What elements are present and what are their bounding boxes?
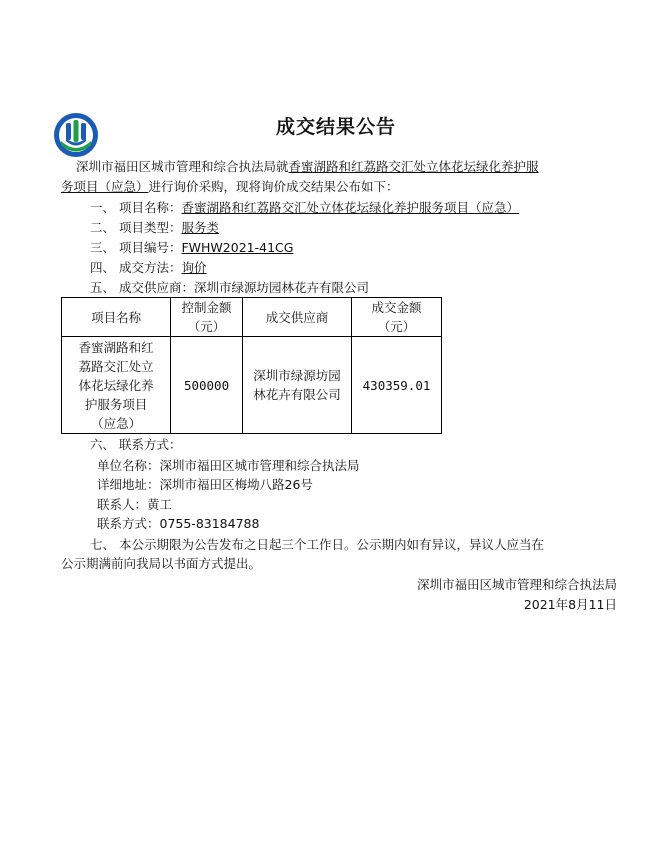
- item-label: 三、 项目编号：: [90, 240, 182, 255]
- cell-control-amount: 500000: [171, 337, 243, 434]
- intro-tail: 进行询价采购，现将询价成交结果公布如下：: [148, 179, 399, 194]
- item-value: 深圳市绿源坊园林花卉有限公司: [193, 280, 369, 295]
- table-row: [62, 337, 442, 434]
- contact-phone: 联系方式：0755-83184788: [97, 516, 260, 531]
- header-control-amount: 控制金额 （元）: [171, 298, 243, 337]
- item-project-name: [90, 200, 519, 216]
- intro-line-1: [76, 159, 539, 175]
- header-deal-amount: 成交金额 （元）: [352, 298, 442, 337]
- item-value: 询价: [181, 260, 207, 275]
- item-label: 二、 项目类型：: [90, 220, 182, 235]
- header-project-name: 项目名称: [62, 298, 171, 337]
- item-project-number: [90, 240, 293, 256]
- contact-address: 详细地址：深圳市福田区梅坳八路26号: [97, 477, 313, 492]
- signature-date: 2021年8月11日: [523, 597, 617, 612]
- intro-org: 深圳市福田区城市管理和综合执法局就: [76, 159, 289, 174]
- item-project-type: [90, 220, 219, 236]
- notice-line-2: 公示期满前向我局以书面方式提出。: [61, 556, 262, 571]
- result-table: [61, 297, 442, 434]
- notice-line-1: 七、 本公示期限为公告发布之日起三个工作日。公示期内如有异议，异议人应当在: [90, 537, 544, 552]
- item-value: 香蜜湖路和红荔路交汇处立体花坛绿化养护服务项目（应急）: [181, 200, 519, 215]
- intro-project-part2: 务项目（应急）: [61, 179, 149, 194]
- item-label: 四、 成交方法：: [90, 260, 182, 275]
- signature-org: 深圳市福田区城市管理和综合执法局: [416, 577, 617, 592]
- cell-project-name: 香蜜湖路和红 荔路交汇处立 体花坛绿化养 护服务项目 （应急）: [62, 337, 171, 434]
- item-deal-method: [90, 260, 207, 276]
- cell-deal-amount: 430359.01: [352, 337, 442, 434]
- item-label: 五、 成交供应商：: [90, 280, 194, 295]
- item-value: FWHW2021-41CG: [181, 240, 294, 255]
- item-value: 服务类: [181, 220, 219, 235]
- intro-line-2: [61, 179, 399, 195]
- contact-person: 联系人：黄工: [97, 497, 173, 512]
- cell-supplier: 深圳市绿源坊园 林花卉有限公司: [242, 337, 351, 434]
- table-header-row: [62, 298, 442, 337]
- contact-heading: 六、 联系方式：: [90, 437, 182, 452]
- item-label: 一、 项目名称：: [90, 200, 182, 215]
- page-title: 成交结果公告: [275, 116, 396, 138]
- header-supplier: 成交供应商: [242, 298, 351, 337]
- contact-unit: 单位名称：深圳市福田区城市管理和综合执法局: [97, 458, 360, 473]
- item-supplier: [90, 280, 369, 296]
- intro-project-part1: 香蜜湖路和红荔路交汇处立体花坛绿化养护服: [288, 159, 539, 174]
